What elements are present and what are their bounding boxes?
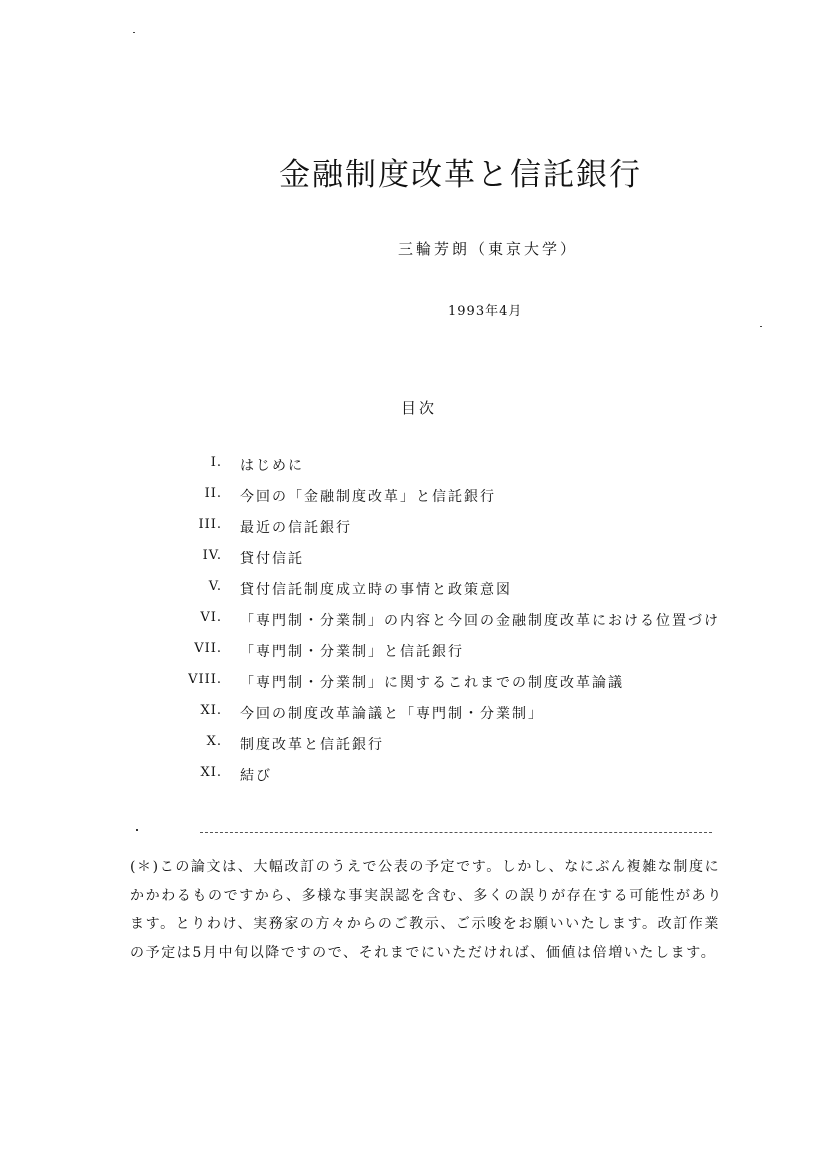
toc-item-number: X.	[206, 734, 222, 749]
toc-item	[0, 765, 827, 796]
toc-item-number: V.	[208, 579, 222, 594]
toc-item	[0, 610, 827, 641]
toc-item-number: VI.	[200, 610, 222, 625]
toc-item	[0, 641, 827, 672]
toc-item-title: 制度改革と信託銀行	[240, 737, 384, 753]
document-title: 金融制度改革と信託銀行	[279, 156, 642, 193]
toc-item-number: XI.	[200, 765, 222, 780]
toc-item-title: 「専門制・分業制」と信託銀行	[240, 644, 464, 660]
toc-item	[0, 486, 827, 517]
author-line: 三輪芳朗（東京大学）	[398, 240, 579, 258]
toc-heading: 目次	[401, 399, 438, 417]
toc-item-title: 今回の「金融制度改革」と信託銀行	[240, 489, 496, 505]
toc-item	[0, 734, 827, 765]
toc-item	[0, 672, 827, 703]
toc-item-title: 「専門制・分業制」の内容と今回の金融制度改革における位置づけ	[240, 613, 720, 629]
toc-item-number: XI.	[200, 703, 222, 718]
footnote-separator	[200, 832, 712, 833]
toc-item-title: 結び	[240, 768, 272, 784]
toc-item	[0, 579, 827, 610]
toc-item-number: I.	[210, 455, 222, 470]
toc-item	[0, 517, 827, 548]
toc-item-title: 貸付信託	[240, 551, 304, 567]
toc-item-title: 今回の制度改革論議と「専門制・分業制」	[240, 706, 544, 722]
toc-item-title: 最近の信託銀行	[240, 520, 352, 536]
scan-speck	[760, 326, 762, 327]
scan-speck	[136, 829, 138, 831]
toc-item-title: 「専門制・分業制」に関するこれまでの制度改革論議	[240, 675, 624, 691]
document-date: 1993年4月	[448, 304, 523, 319]
toc-item	[0, 548, 827, 579]
toc-item-number: II.	[204, 486, 222, 501]
toc-item	[0, 703, 827, 734]
toc-item-title: 貸付信託制度成立時の事情と政策意図	[240, 582, 512, 598]
toc-item-title: はじめに	[240, 458, 304, 474]
scan-speck	[133, 32, 135, 33]
table-of-contents	[0, 455, 827, 796]
toc-item-number: III.	[198, 517, 222, 532]
toc-item-number: VIII.	[188, 672, 222, 687]
toc-item	[0, 455, 827, 486]
footnote-text: (＊)この論文は、大幅改訂のうえで公表の予定です。しかし、なにぶん複雑な制度にかかわるものですから、多様な事実誤認を含む、多くの誤りが存在する可能性があります。とりわけ、実務家の方々からのご教示、ご示唆をお願いいたします。改訂作業の予定は5月中旬以降ですので、それまでにいただければ、価値は倍増いたします。	[130, 859, 723, 961]
toc-item-number: VII.	[194, 641, 222, 656]
toc-item-number: IV.	[202, 548, 222, 563]
